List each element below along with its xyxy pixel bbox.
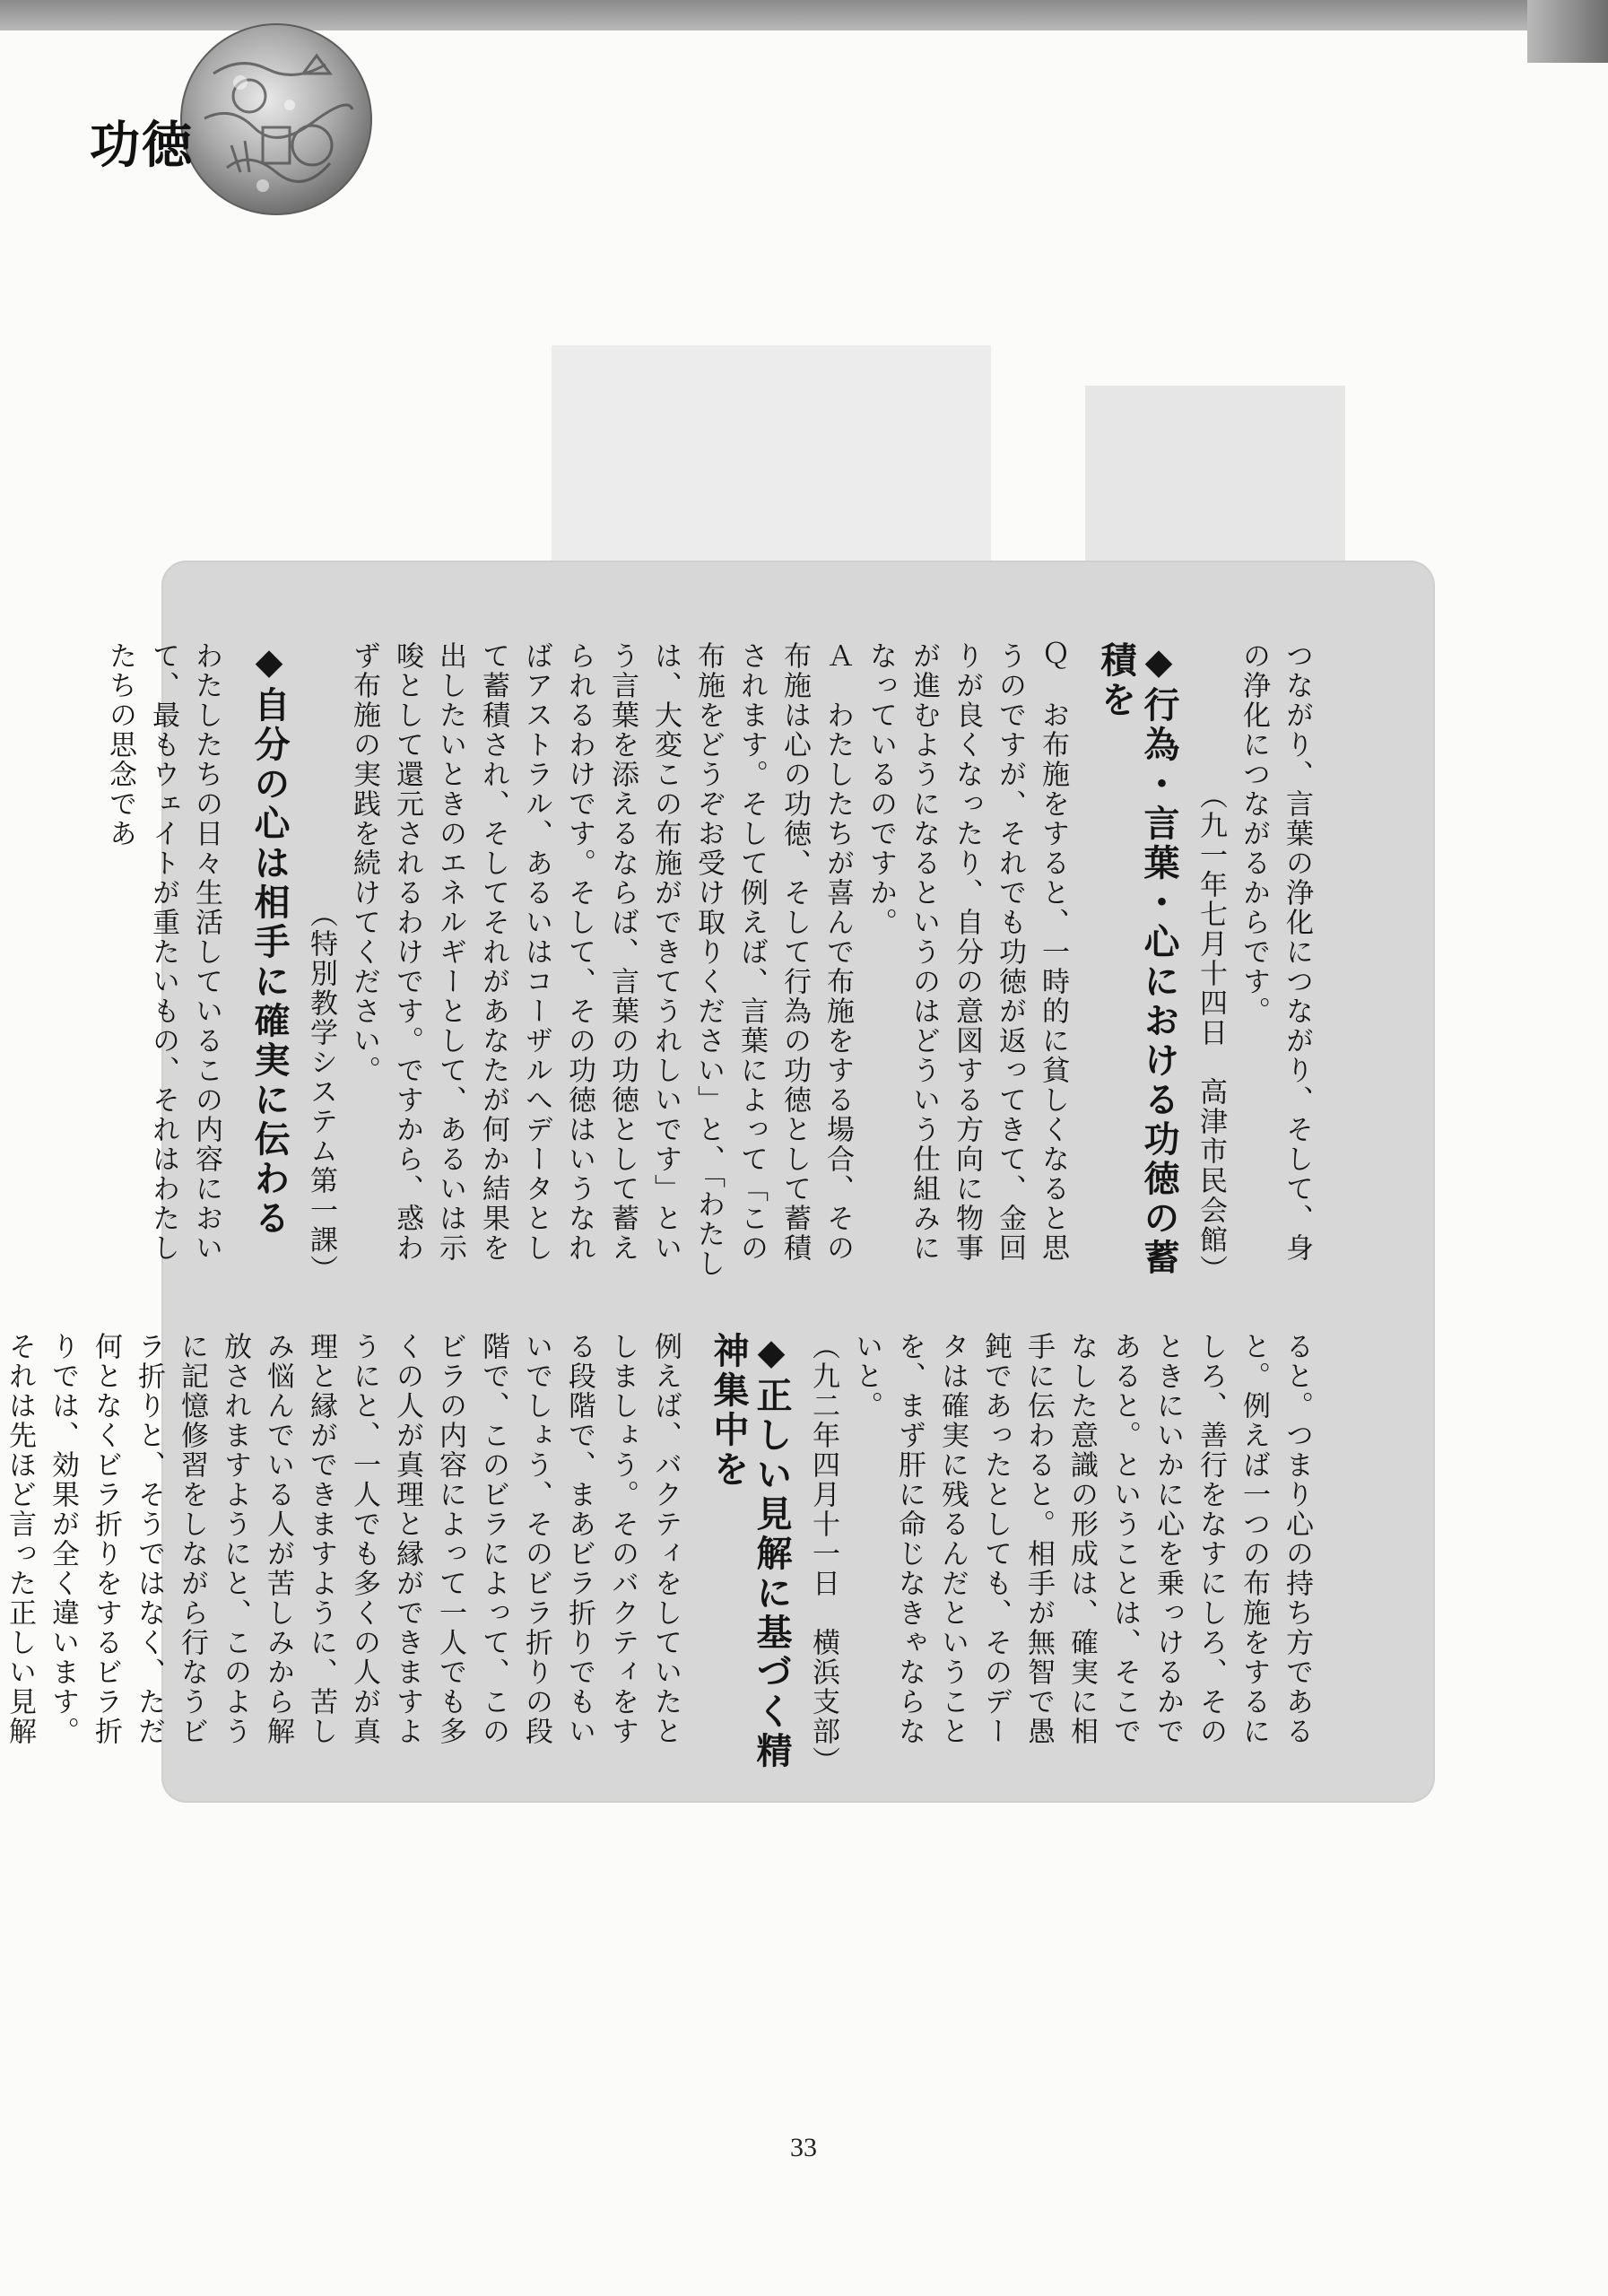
lower-text-block [0,1332,1318,1776]
source-citation: （九一年七月十四日 高津市民会館） [1195,781,1227,1284]
bleed-through-shape [552,345,991,578]
top-corner-shadow [1527,0,1608,63]
section-title: 功徳 [90,117,194,175]
carved-medallion-icon [178,20,375,219]
answer-paragraph: Ａ わたしたちが喜んで布施をする場合、その布施は心の功徳、そして行為の功徳として蓄積されます。そして例えば、言葉によって「この布施をどうぞお受け取りください」と、「わたしは、大変この布施ができてうれしいです」という言葉を添えるならば、言葉の功徳として蓄えられるわけです。そして、その功徳はいうなればアストラル、あるいはコーザルへデータとして蓄積され、そしてそれがあなたが何か結果を出したいときのエネルギーとして、あるいは示唆として還元されるわけです。ですから、惑わず布施の実践を続けてください。 [348,641,854,1279]
page-number: 33 [790,2133,817,2162]
body-paragraph: わたしたちの日々生活しているこの内容において、最もウェイトが重たいもの、それはわたしたちの思念であ [104,641,222,1263]
continuation-paragraph: ると。つまり心の持ち方であると。例えば一つの布施をするにしろ、善行をなすにしろ、そのときにいかに心を乗っけるかであると。ということは、そこでなした意識の形成は、確実に相手に伝わると。相手が無智で愚鈍であったとしても、そのデータは確実に残るんだということを、まず肝に命じなきゃならないと。 [850,1332,1313,1746]
source-citation: （九二年四月十一日 横浜支部） [807,1332,839,1776]
body-paragraph: 例えば、バクティをしていたとしましょう。そのバクティをする段階で、まあビラ折りでもいいでしょう、そのビラ折りの段階で、このビラによって、このビラの内容によって一人でも多くの人が真理と縁ができますようにと、一人でも多くの人が真理と縁ができますように、苦しみ悩んでいる人が苦しみから解放されますようにと、このように記憶修習をしながら行なうビラ折りと、そうではなく、ただ何となくビラ折りをするビラ折りでは、効果が全く違います。それは先ほど言った正しい見解 [4,1332,682,1746]
content-panel [4,561,1435,1803]
continuation-paragraph: つながり、言葉の浄化につながり、そして、身の浄化につながるからです。 [1238,641,1313,1263]
source-citation: （特別教学システム第一課） [305,900,337,1284]
section-heading: ◆自分の心は相手に確実に伝わる [248,641,290,1239]
section-heading: ◆正しい見解に基づく精神集中を [708,1332,792,1771]
section-heading: ◆行為・言葉・心における功徳の蓄積を [1095,641,1179,1278]
question-paragraph: Ｑ お布施をすると、一時的に貧しくなると思うのですが、それでも功徳が返ってきて、金回りが良くなったり、自分の意図する方向に物事が進むようになるというのはどういう仕組みになっているのですか。 [865,641,1069,1263]
upper-text-block [99,641,1318,1292]
bleed-through-shape [1085,386,1345,583]
